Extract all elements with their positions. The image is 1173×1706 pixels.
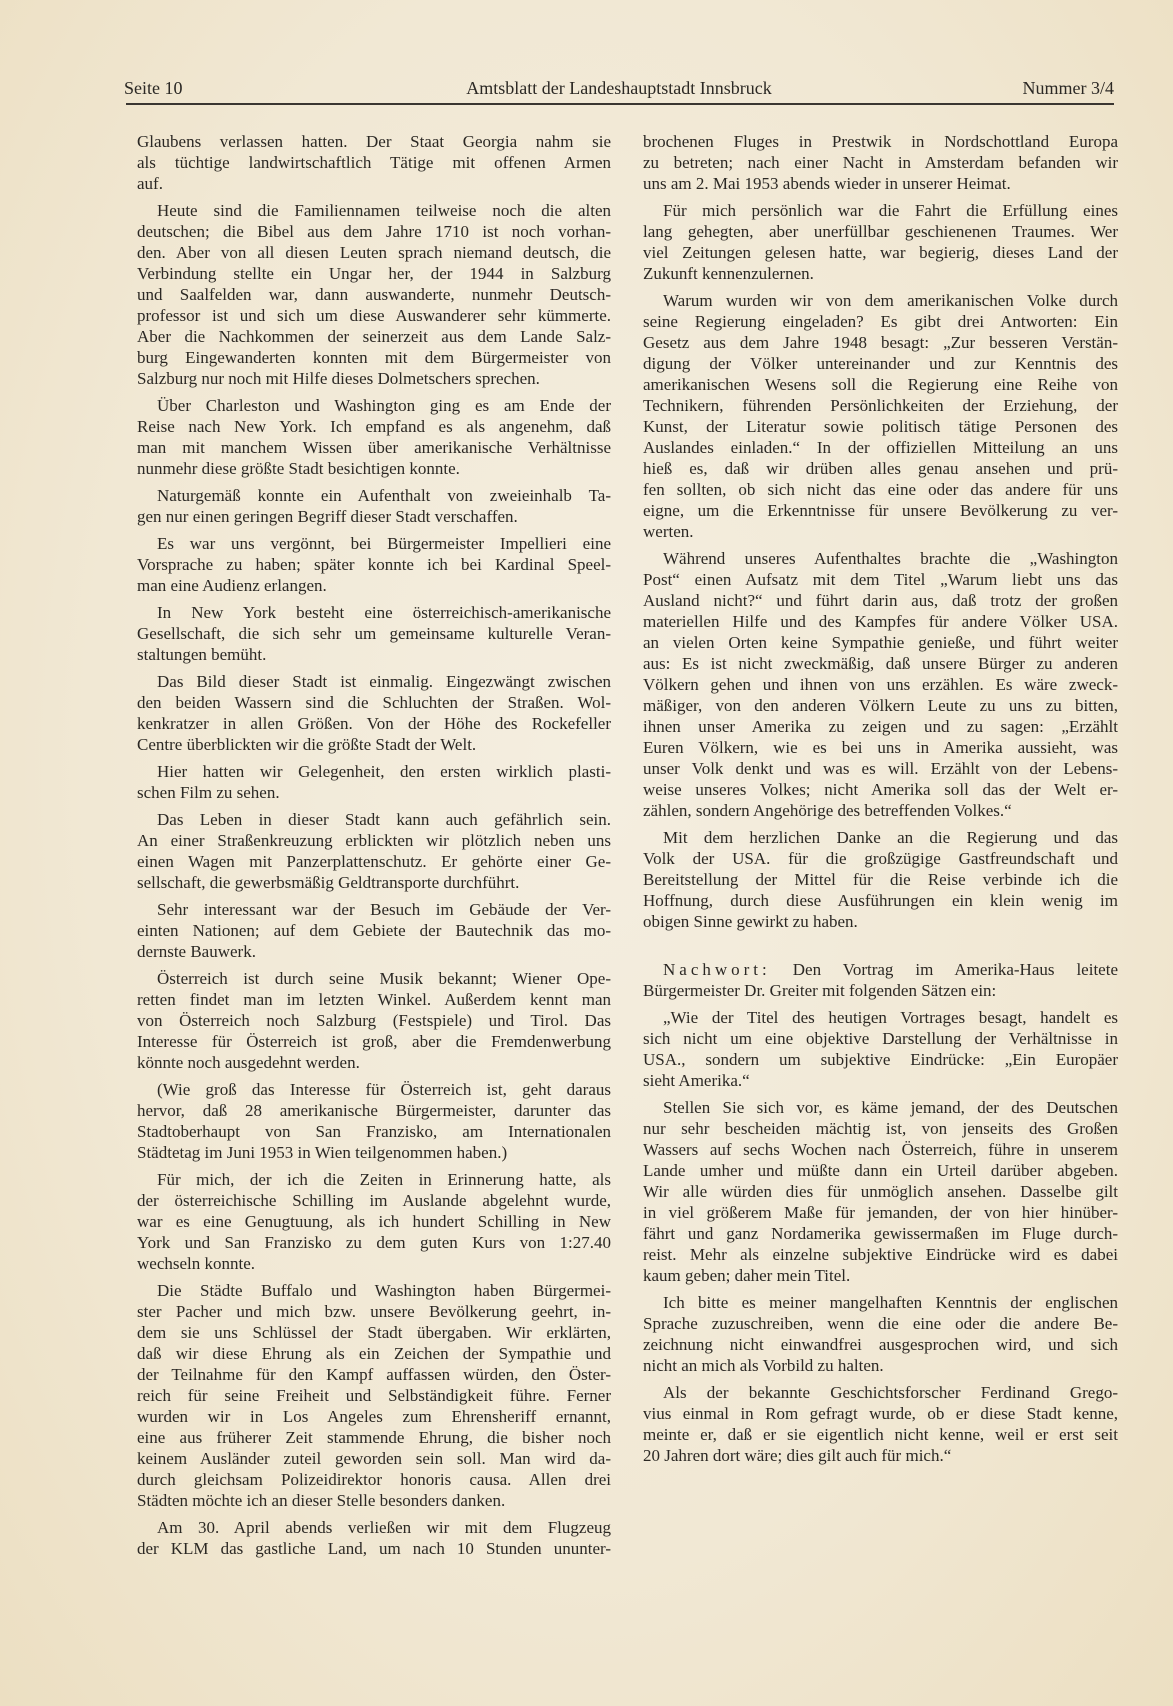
text-line: Post“ einen Aufsatz mit dem Titel „Warum liebt uns das [643, 570, 1118, 589]
text-line: Centre überblickten wir die größte Stadt der Welt. [137, 735, 477, 754]
paragraph [137, 533, 611, 596]
paragraph [137, 602, 611, 665]
text-line: sellschaft, die gewerbsmäßig Geldtransporte durchführt. [137, 873, 520, 892]
text-line [643, 959, 1118, 980]
text-line: digung der Völker untereinander und zur Kenntnis des [643, 354, 1118, 373]
text-line: ster Pacher und mich bzw. unsere Bevölkerung geehrt, in- [137, 1302, 611, 1321]
text-line: Warum wurden wir von dem amerikanischen Volke durch [663, 291, 1118, 310]
text-line: obigen Sinne gewirkt zu haben. [643, 912, 858, 931]
text-line: war es eine Genugtuung, als ich hundert Schilling in New [137, 1212, 611, 1231]
text-line: seine Regierung eingeladen? Es gibt drei Antworten: Ein [643, 312, 1118, 331]
text-line: Technikern, führenden Persönlichkeiten der Erziehung, der [643, 396, 1118, 415]
text-line: Naturgemäß konnte ein Aufenthalt von zweieinhalb Ta- [157, 486, 611, 505]
paragraph [643, 200, 1118, 284]
text-line: nur sehr bescheiden mächtig ist, von jenseits des Großen [643, 1119, 1118, 1138]
text-line: einten Nationen; auf dem Gebiete der Bautechnik das mo- [137, 921, 611, 940]
text-line: zählen, sondern Angehörige des betreffenden Volkes.“ [643, 801, 1012, 820]
text-line: Heute sind die Familiennamen teilweise noch die alten [157, 201, 611, 220]
text-line: unser Volk denkt und was es will. Erzählt von der Lebens- [643, 759, 1118, 778]
left-column [137, 131, 611, 1565]
text-line: von Österreich noch Salzburg (Festspiele) und Tirol. Das [137, 1011, 611, 1030]
text-line: staltungen bemüht. [137, 645, 267, 664]
text-line: professor ist und sich um diese Auswanderer sehr kümmerte. [137, 306, 611, 325]
right-column [643, 131, 1118, 1472]
text-line: Zukunft kennenzulernen. [643, 264, 814, 283]
text-line: Mit dem herzlichen Danke an die Regierung und das [663, 828, 1118, 847]
text-line: mäßiger, von den anderen Völkern Leute zu uns zu bitten, [643, 696, 1118, 715]
text-line: der österreichische Schilling im Auslande abgelehnt wurde, [137, 1191, 611, 1210]
text-line: eigne, um die Erkenntnisse für unsere Bevölkerung zu ver- [643, 501, 1118, 520]
text-line: USA., sondern um subjektive Eindrücke: „Ein Europäer [643, 1050, 1118, 1069]
text-line: wurden wir in Los Angeles zum Ehrensheriff ernannt, [137, 1407, 611, 1426]
text-line: auf. [137, 174, 163, 193]
text-line: sieht Amerika.“ [643, 1071, 750, 1090]
text-line: Für mich, der ich die Zeiten in Erinnerung hatte, als [157, 1170, 611, 1189]
paragraph [643, 827, 1118, 932]
paragraph [137, 1280, 611, 1511]
text-line: den beiden Wassern sind die Schluchten der Straßen. Wol- [137, 693, 611, 712]
text-line: deutschen; die Bibel aus dem Jahre 1710 ist noch vorhan- [137, 222, 611, 241]
text-line: Verbindung stellte ein Ungar her, der 1944 in Salzburg [137, 264, 611, 283]
text-line: Am 30. April abends verließen wir mit dem Flugzeug [157, 1518, 611, 1537]
text-line: An einer Straßenkreuzung erblickten wir plötzlich neben uns [137, 831, 611, 850]
text-line: Wassers auf sechs Wochen nach Österreich, führe in unserem [643, 1140, 1118, 1159]
text-line: dem sie uns Schlüssel der Stadt übergaben. Wir erklärten, [137, 1323, 611, 1342]
text-line: Hier hatten wir Gelegenheit, den ersten wirklich plasti- [157, 762, 611, 781]
text-line: retten findet man im letzten Winkel. Außerdem kennt man [137, 990, 611, 1009]
text-line: ihnen unser Amerika zu zeigen und zu sagen: „Erzählt [643, 717, 1118, 736]
text-line: daß wir diese Ehrung als ein Zeichen der Sympathie und [137, 1344, 611, 1363]
text-line: zeichnung nicht einwandfrei ausgesprochen wird, und sich [643, 1335, 1118, 1354]
text-line: 20 Jahren dort wäre; dies gilt auch für mich.“ [643, 1446, 952, 1465]
text-line: Gesellschaft, die sich sehr um gemeinsame kulturelle Veran- [137, 624, 611, 643]
text-line: kenkratzer in allen Größen. Von der Höhe des Rockefeller [137, 714, 611, 733]
text-line: York und San Franzisko zu dem guten Kurs von 1:27.40 [137, 1233, 611, 1252]
paragraph [643, 1292, 1118, 1376]
text-line: lang gehegten, aber unerfüllbar geschienenen Traumes. Wer [643, 222, 1118, 241]
text-line: Völkern gehen und ihnen von uns erzählen. Es wäre zweck- [643, 675, 1118, 694]
text-line: Städten möchte ich an dieser Stelle besonders danken. [137, 1491, 506, 1510]
text-line: der Teilnahme für den Kampf auffassen würden, den Öster- [137, 1365, 611, 1384]
text-line: Als der bekannte Geschichtsforscher Ferdinand Grego- [663, 1383, 1118, 1402]
text-line: viel Zeitungen gelesen hatte, war begierig, dieses Land der [643, 243, 1118, 262]
text-line: uns am 2. Mai 1953 abends wieder in unserer Heimat. [643, 174, 1011, 193]
text-line: dernste Bauwerk. [137, 942, 256, 961]
paragraph [643, 290, 1118, 542]
text-line: Euren Völkern, wie es bei uns in Amerika aussieht, was [643, 738, 1118, 757]
text-line: Stellen Sie sich vor, es käme jemand, der des Deutschen [663, 1098, 1118, 1117]
text-line: nicht an mich als Vorbild zu halten. [643, 1356, 884, 1375]
paragraph [643, 548, 1118, 821]
text-line: Hoffnung, durch diese Ausführungen ein klein wenig im [643, 891, 1118, 910]
text-line: Reise nach New York. Ich empfand es als angenehm, daß [137, 417, 611, 436]
header-rule [126, 103, 1114, 105]
text-line: keinem Ausländer zuteil geworden sein soll. Man wird da- [137, 1449, 611, 1468]
afterword-paragraph [643, 959, 1118, 1001]
text-line: Wir alle würden dies für unmöglich ansehen. Dasselbe gilt [643, 1182, 1118, 1201]
text-line: Während unseres Aufenthaltes brachte die „Washington [663, 549, 1118, 568]
text-line: sich nicht um eine objektive Darstellung der Verhältnisse in [643, 1029, 1118, 1048]
text-line: in viel größerem Maße für jemanden, der von hier hinüber- [643, 1203, 1118, 1222]
paragraph [643, 1097, 1118, 1286]
paragraph [137, 200, 611, 389]
text-line: hieß es, daß wir drüben alles genau ansehen und prü- [643, 459, 1118, 478]
text-line: Interesse für Österreich ist groß, aber die Fremdenwerbung [137, 1032, 611, 1051]
page-header [124, 74, 1114, 104]
paragraph [643, 131, 1118, 194]
text-line: Ausland nicht?“ und führt darin aus, daß trotz der großen [643, 591, 1118, 610]
text-line: man mit manchem Wissen über amerikanische Verhältnisse [137, 438, 611, 457]
text-line: reich für seine Freiheit und Selbständigkeit führe. Ferner [137, 1386, 611, 1405]
text-line: Bürgermeister Dr. Greiter mit folgenden Sätzen ein: [643, 981, 997, 1000]
afterword-label: Nachwort: [663, 960, 771, 979]
paragraph [137, 395, 611, 479]
text-line: kaum geben; daher mein Titel. [643, 1266, 851, 1285]
text-line: Österreich ist durch seine Musik bekannt; Wiener Ope- [157, 969, 611, 988]
paragraph [137, 761, 611, 803]
publication-title: Amtsblatt der Landeshauptstadt Innsbruck [466, 78, 772, 98]
text-line: einen Wagen mit Panzerplattenschutz. Er gehörte einer Ge- [137, 852, 611, 871]
text-line: Salzburg nur noch mit Hilfe dieses Dolmetschers sprechen. [137, 369, 540, 388]
text-line: Volk der USA. für die großzügige Gastfreundschaft und [643, 849, 1118, 868]
text-line: „Wie der Titel des heutigen Vortrages besagt, handelt es [663, 1008, 1118, 1027]
paragraph [137, 1517, 611, 1559]
text-line: fährt und ganz Nordamerika gewissermaßen im Fluge durch- [643, 1224, 1118, 1243]
text-line: man eine Audienz erlangen. [137, 576, 327, 595]
paragraph [137, 968, 611, 1073]
text-line: der KLM das gastliche Land, um nach 10 Stunden ununter- [137, 1539, 611, 1558]
text-line: Bereitstellung der Mittel für die Reise verbinde ich die [643, 870, 1118, 889]
text-line: wechseln konnte. [137, 1254, 256, 1273]
text-line: den. Aber von all diesen Leuten sprach niemand deutsch, die [137, 243, 611, 262]
text-line-content: Den Vortrag im Amerika-Haus leitete [792, 960, 1118, 979]
paragraph [137, 1079, 611, 1163]
text-line: durch gleichsam Polizeidirektor honoris causa. Allen drei [137, 1470, 611, 1489]
text-line: Sehr interessant war der Besuch im Gebäude der Ver- [157, 900, 611, 919]
text-line: Ich bitte es meiner mangelhaften Kenntnis der englischen [663, 1293, 1118, 1312]
text-line: (Wie groß das Interesse für Österreich ist, geht daraus [157, 1080, 611, 1099]
text-line: weise unseres Volkes; nicht Amerika soll das der Welt er- [643, 780, 1118, 799]
text-line: fen sollten, ob sich nicht das eine oder das andere für uns [643, 480, 1118, 499]
text-line: eine aus früherer Zeit stammende Ehrung, die bisher noch [137, 1428, 611, 1447]
text-line: Stadtoberhaupt von San Franzisko, am Internationalen [137, 1122, 611, 1141]
text-line: könnte noch ausgedehnt werden. [137, 1053, 360, 1072]
text-line: Sprache zuzuschreiben, wenn die eine oder die andere Be- [643, 1314, 1118, 1333]
text-line: reist. Mehr als einzelne subjektive Eindrücke wird es dabei [643, 1245, 1118, 1264]
text-line: meinte er, daß er sie eigentlich nicht kenne, weil er erst seit [643, 1425, 1118, 1444]
text-line: Es war uns vergönnt, bei Bürgermeister Impellieri eine [157, 534, 611, 553]
text-line: Die Städte Buffalo und Washington haben Bürgermei- [157, 1281, 611, 1300]
text-line: schen Film zu sehen. [137, 783, 280, 802]
text-line: werten. [643, 522, 694, 541]
text-line: amerikanischen Wesens soll die Regierung eine Reihe von [643, 375, 1118, 394]
text-line: an vielen Orten keine Sympathie genieße, und führt weiter [643, 633, 1118, 652]
paragraph [137, 809, 611, 893]
text-line: Kunst, der Literatur sowie politisch tätige Personen des [643, 417, 1118, 436]
text-line: und Saalfelden war, dann auswanderte, nunmehr Deutsch- [137, 285, 611, 304]
text-line: In New York besteht eine österreichisch-amerikanische [157, 603, 611, 622]
text-line: Für mich persönlich war die Fahrt die Erfüllung eines [663, 201, 1118, 220]
paragraph [137, 1169, 611, 1274]
text-line: Über Charleston und Washington ging es am Ende der [157, 396, 611, 415]
text-line: zu betreten; nach einer Nacht in Amsterdam befanden wir [643, 153, 1118, 172]
text-line: Aber die Nachkommen der seinerzeit aus dem Lande Salz- [137, 327, 611, 346]
text-line: vius einmal in Rom gefragt wurde, ob er diese Stadt kenne, [643, 1404, 1118, 1423]
text-line: als tüchtige landwirtschaftlich Tätige mit offenen Armen [137, 153, 611, 172]
text-line: materiellen Hilfe und des Kampfes für andere Völker USA. [643, 612, 1118, 631]
text-line: Das Leben in dieser Stadt kann auch gefährlich sein. [157, 810, 611, 829]
text-line: Gesetz aus dem Jahre 1948 besagt: „Zur besseren Verstän- [643, 333, 1118, 352]
paragraph [137, 131, 611, 194]
text-line: Auslandes einladen.“ In der offiziellen Mitteilung an uns [643, 438, 1118, 457]
issue-number: Nummer 3/4 [1022, 78, 1114, 98]
text-line: Vorsprache zu haben; später konnte ich bei Kardinal Speel- [137, 555, 611, 574]
paragraph [643, 1007, 1118, 1091]
text-line: aus: Es ist nicht zweckmäßig, daß unsere Bürger zu anderen [643, 654, 1118, 673]
text-line: Das Bild dieser Stadt ist einmalig. Eingezwängt zwischen [157, 672, 611, 691]
paragraph [137, 899, 611, 962]
text-line: Lande umher und müßte dann ein Urteil darüber abgeben. [643, 1161, 1118, 1180]
text-line: brochenen Fluges in Prestwik in Nordschottland Europa [643, 132, 1118, 151]
page-number: Seite 10 [124, 78, 183, 98]
paragraph [137, 671, 611, 755]
paragraph [137, 485, 611, 527]
paragraph [643, 1382, 1118, 1466]
text-line: Glaubens verlassen hatten. Der Staat Georgia nahm sie [137, 132, 611, 151]
text-line: Städtetag im Juni 1953 in Wien teilgenommen haben.) [137, 1143, 508, 1162]
text-line: hervor, daß 28 amerikanische Bürgermeister, darunter das [137, 1101, 611, 1120]
text-line: nunmehr diese größte Stadt besichtigen konnte. [137, 459, 460, 478]
text-line: burg Eingewanderten konnten mit dem Bürgermeister von [137, 348, 611, 367]
text-line: gen nur einen geringen Begriff dieser Stadt verschaffen. [137, 507, 518, 526]
